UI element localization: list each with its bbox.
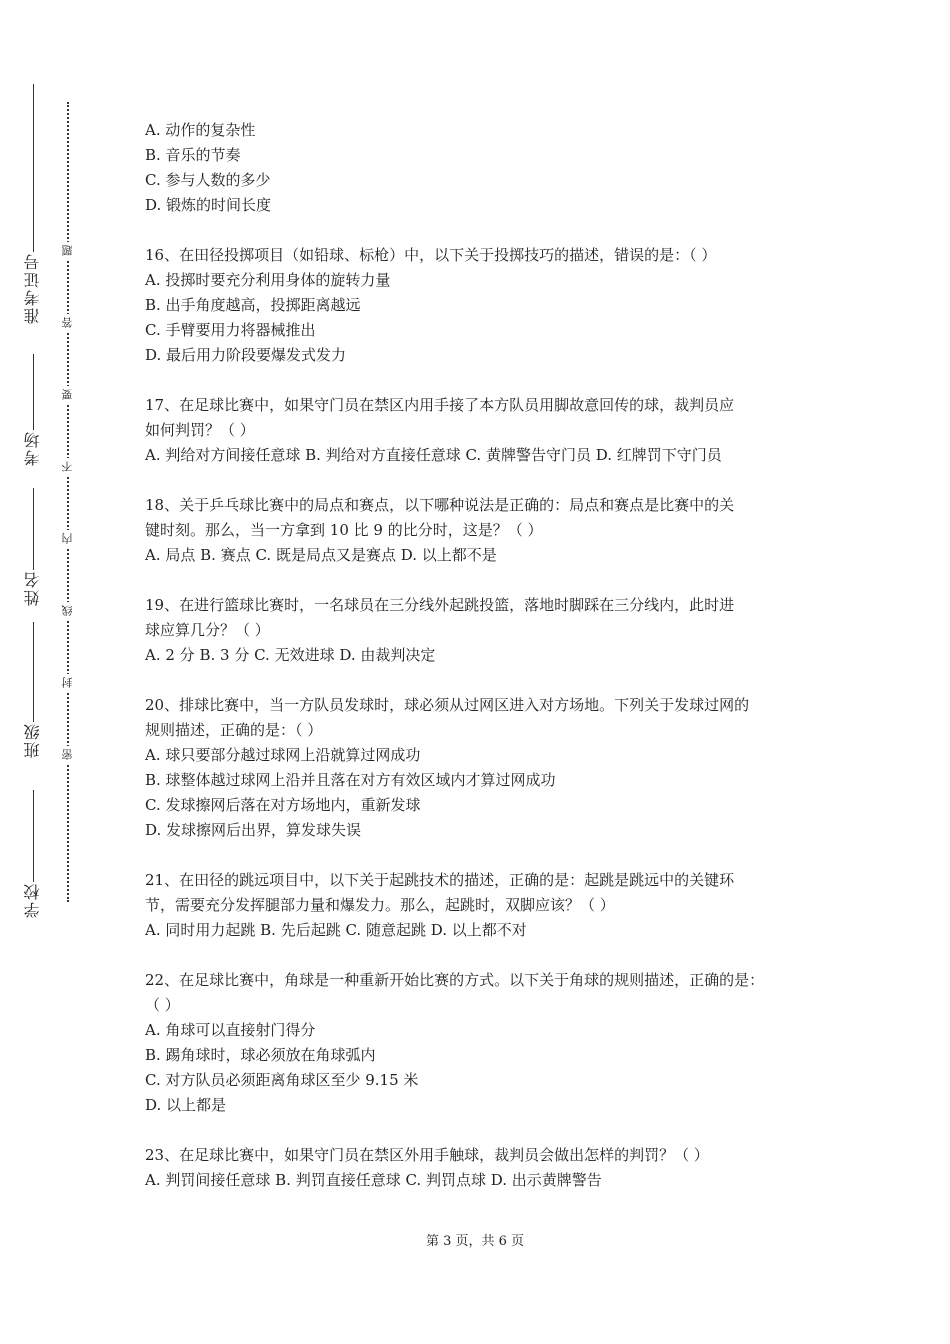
seal-dotted-line [67,102,69,902]
question-20 [145,693,825,843]
option-line: A. 判给对方间接任意球 B. 判给对方直接任意球 C. 黄牌警告守门员 D. 红牌罚下守门员 [145,446,722,464]
question-17 [145,393,825,468]
option-line: B. 踢角球时，球必须放在角球弧内 [145,1046,376,1064]
question-stem: 规则描述，正确的是：（ ） [145,721,323,739]
field-label: 考场 [23,430,42,466]
field-label: 姓名 [23,570,42,606]
option-line: A. 角球可以直接射门得分 [145,1021,316,1039]
field-school[interactable] [22,790,44,918]
option-line: B. 球整体越过球网上沿并且落在对方有效区域内才算过网成功 [145,771,556,789]
question-18 [145,493,825,568]
option-line: B. 出手角度越高，投掷距离越远 [145,296,361,314]
field-class[interactable] [22,622,44,758]
question-stem: 23、在足球比赛中，如果守门员在禁区外用手触球，裁判员会做出怎样的判罚？（ ） [145,1146,709,1164]
question-stem: 节，需要充分发挥腿部力量和爆发力。那么，起跳时，双脚应该？（ ） [145,896,615,914]
option-line: C. 对方队员必须距离角球区至少 9.15 米 [145,1071,419,1089]
option-line: A. 球只要部分越过球网上沿就算过网成功 [145,746,421,764]
question-stem: 16、在田径投掷项目（如铅球、标枪）中，以下关于投掷技巧的描述，错误的是：（ ） [145,246,717,264]
option-line: A. 判罚间接任意球 B. 判罚直接任意球 C. 判罚点球 D. 出示黄牌警告 [145,1171,602,1189]
fill-line [33,488,34,570]
seal-char: 线 [59,602,77,620]
fill-line [33,622,34,722]
option-line: D. 以上都是 [145,1096,227,1114]
field-exam-room[interactable] [22,354,44,466]
question-stem: 17、在足球比赛中，如果守门员在禁区内用手接了本方队员用脚故意回传的球，裁判员应 [145,396,735,414]
option-line: D. 最后用力阶段要爆发式发力 [145,346,347,364]
fill-line [33,790,34,882]
question-stem: （ ） [145,996,180,1014]
page-number: 第 3 页，共 6 页 [425,1234,525,1249]
question-stem: 20、排球比赛中，当一方队员发球时，球必须从过网区进入对方场地。下列关于发球过网的 [145,696,750,714]
question-22 [145,968,825,1118]
option-line: D. 锻炼的时间长度 [145,196,272,214]
option-line: C. 发球擦网后落在对方场地内，重新发球 [145,796,421,814]
field-label: 班级 [23,722,42,758]
question-16 [145,243,825,368]
seal-char: 封 [59,674,77,692]
question-list [145,118,825,1218]
question-19 [145,593,825,668]
seal-char: 内 [59,530,77,548]
option-line: A. 2 分 B. 3 分 C. 无效进球 D. 由裁判决定 [145,646,436,664]
option-line: C. 参与人数的多少 [145,171,271,189]
question-stem: 21、在田径的跳远项目中，以下关于起跳技术的描述，正确的是：起跳是跳远中的关键环 [145,871,735,889]
option-line: D. 发球擦网后出界，算发球失误 [145,821,362,839]
fill-line [33,354,34,430]
seal-char: 要 [59,386,77,404]
seal-char: 不 [59,458,77,476]
field-label: 准考证号 [23,252,42,324]
question-stem: 球应算几分？（ ） [145,621,270,639]
fill-line [33,84,34,252]
seal-char: 密 [59,746,77,764]
seal-char: 答 [59,314,77,332]
option-line: C. 手臂要用力将器械推出 [145,321,316,339]
question-23 [145,1143,825,1193]
question-21 [145,868,825,943]
question-stem: 19、在进行篮球比赛时，一名球员在三分线外起跳投篮，落地时脚踩在三分线内，此时进 [145,596,735,614]
field-name[interactable] [22,488,44,606]
field-exam-number[interactable] [22,84,44,324]
seal-char: 题 [59,242,77,260]
option-line: A. 局点 B. 赛点 C. 既是局点又是赛点 D. 以上都不是 [145,546,497,564]
option-line: A. 动作的复杂性 [145,121,256,139]
option-line: A. 投掷时要充分利用身体的旋转力量 [145,271,391,289]
field-label: 学校 [23,882,42,918]
option-line: B. 音乐的节奏 [145,146,241,164]
question-stem: 22、在足球比赛中，角球是一种重新开始比赛的方式。以下关于角球的规则描述，正确的是： [145,971,765,989]
question-stem: 18、关于乒乓球比赛中的局点和赛点，以下哪种说法是正确的：局点和赛点是比赛中的关 [145,496,735,514]
option-line: A. 同时用力起跳 B. 先后起跳 C. 随意起跳 D. 以上都不对 [145,921,527,939]
question-stem: 键时刻。那么，当一方拿到 10 比 9 的比分时，这是？（ ） [145,521,543,539]
question-15-options [145,118,825,218]
question-stem: 如何判罚？（ ） [145,421,255,439]
